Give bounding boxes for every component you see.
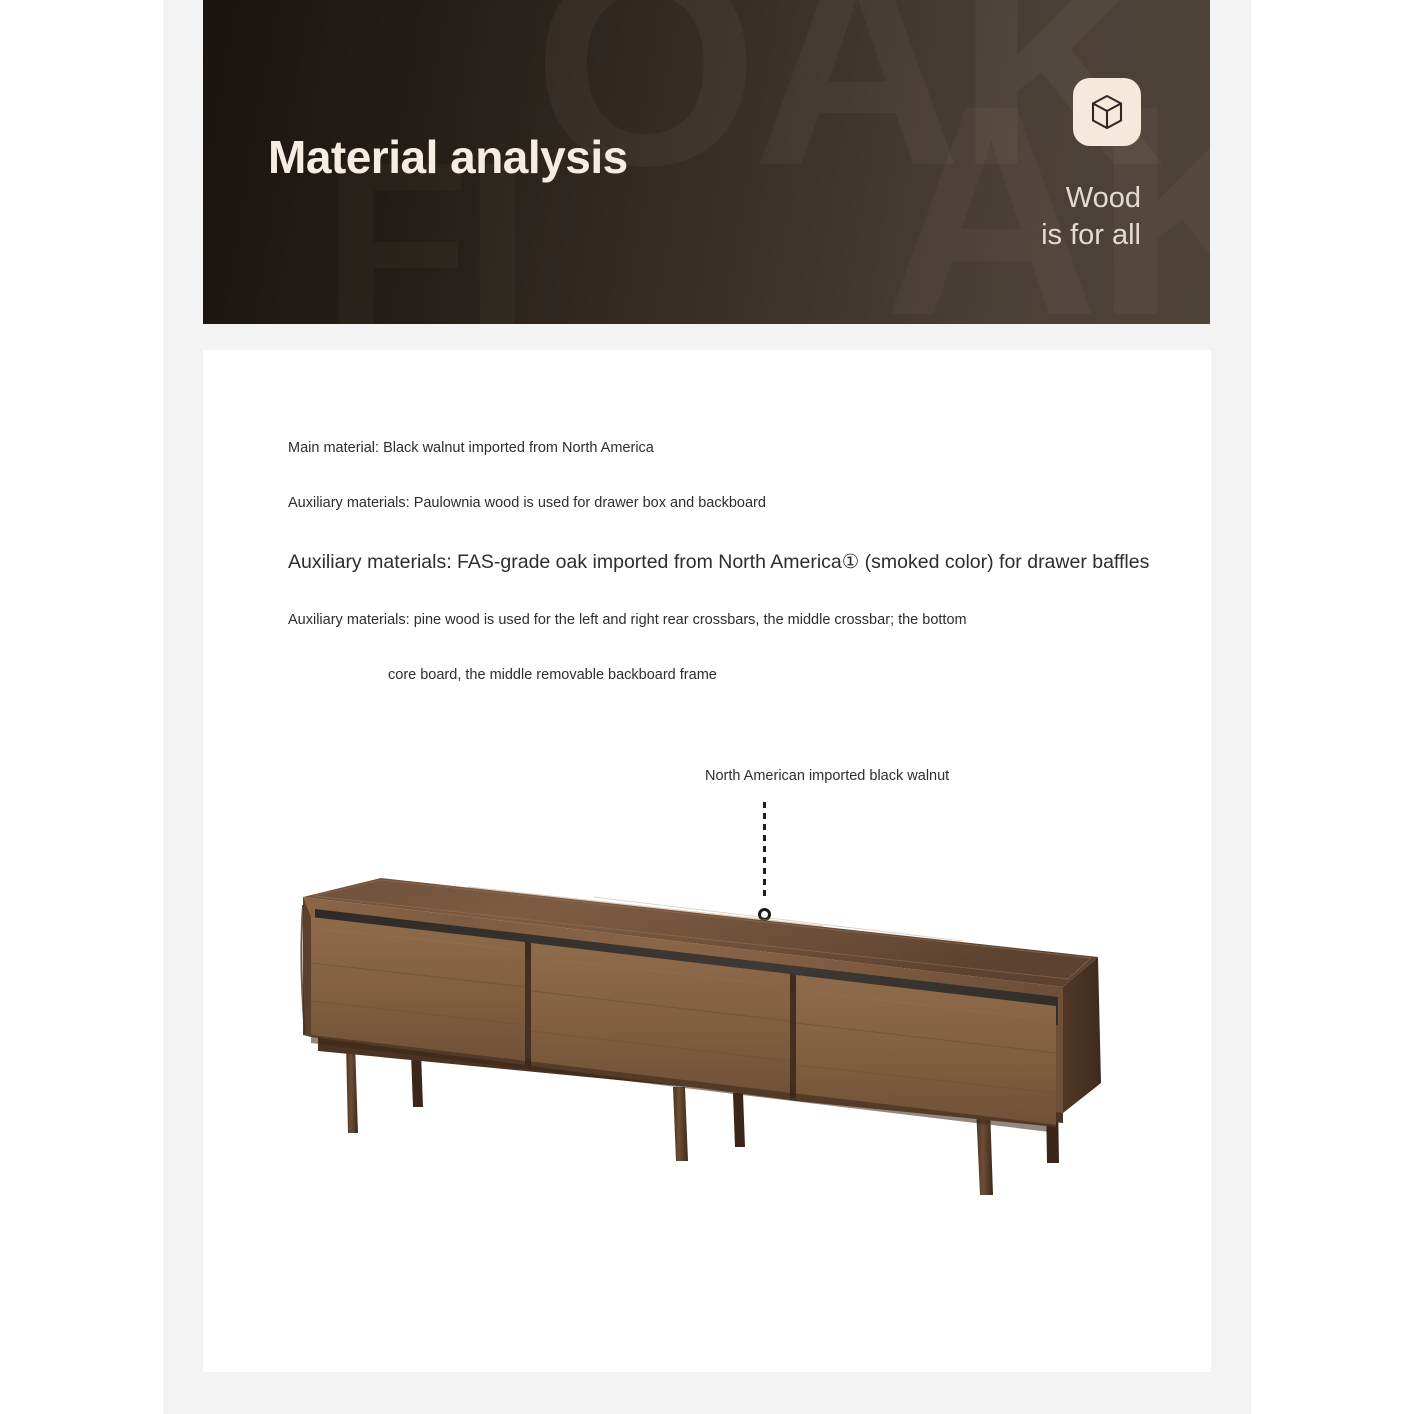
material-line-1: Main material: Black walnut imported from North America: [288, 440, 654, 456]
banner-tagline: [1041, 180, 1141, 254]
tagline-line-2: is for all: [1041, 219, 1141, 252]
header-banner: [203, 0, 1210, 324]
material-line-2: Auxiliary materials: Paulownia wood is used for drawer box and backboard: [288, 495, 766, 512]
walnut-tv-cabinet-illustration: [263, 875, 1163, 1215]
product-image: [263, 875, 1163, 1215]
callout-label: North American imported black walnut: [705, 768, 950, 784]
content-card: [203, 350, 1211, 1372]
material-line-5: core board, the middle removable backboard frame: [388, 667, 717, 684]
cube-badge: [1073, 78, 1141, 146]
material-line-3: Auxiliary materials: FAS-grade oak imported from North America① (smoked color) for drawer baffles: [288, 551, 1150, 574]
tagline-line-1: Wood: [1065, 182, 1141, 214]
cube-icon: [1087, 92, 1127, 132]
material-line-4: Auxiliary materials: pine wood is used for the left and right rear crossbars, the middle crossbar; the bottom: [288, 612, 967, 629]
material-list: [288, 438, 1150, 686]
page-title: Material analysis: [268, 131, 628, 183]
